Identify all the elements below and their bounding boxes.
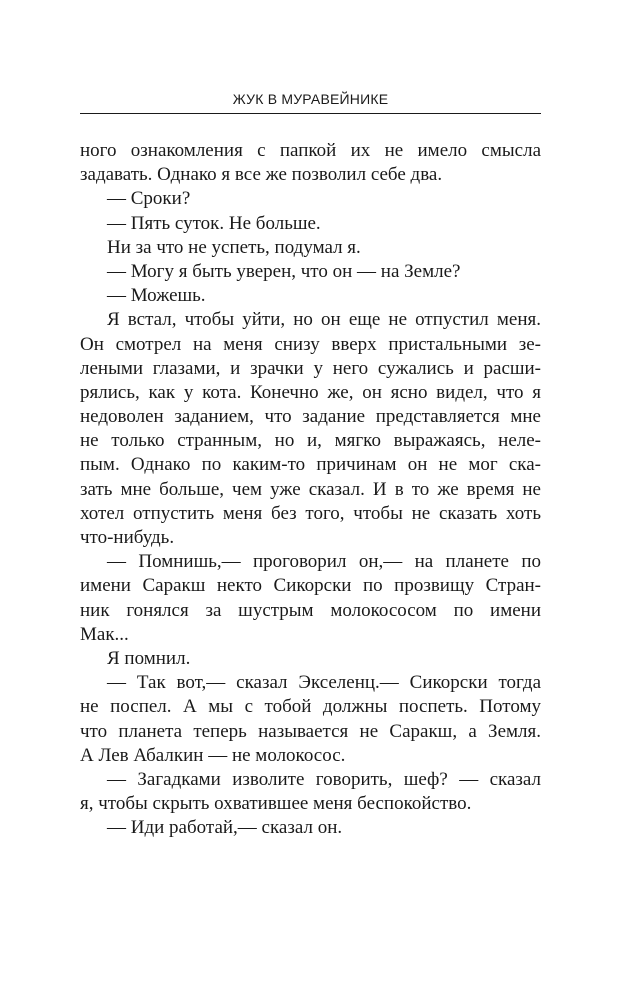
running-head: ЖУК В МУРАВЕЙНИКЕ	[232, 91, 389, 107]
text-line: Мак...	[80, 623, 129, 645]
text-line: не поспел. А мы с тобой должны поспеть. Потому	[80, 696, 541, 718]
text-line: — Помнишь,— проговорил он,— на планете по	[107, 551, 541, 573]
text-line: хотел отпустить меня без того, чтобы не сказать хоть	[80, 502, 541, 524]
text-line: ного ознакомления с папкой их не имело смысла	[80, 140, 541, 161]
text-line: Ни за что не успеть, подумал я.	[107, 236, 361, 258]
text-line: зать мне больше, чем уже сказал. И в то же время не	[80, 478, 541, 500]
text-line: что-нибудь.	[80, 527, 175, 548]
text-line: А Лев Абалкин — не молокосос.	[80, 744, 346, 766]
text-line: — Так вот,— сказал Экселенц.— Сикорски тогда	[107, 672, 541, 694]
text-line: имени Саракш некто Сикорски по прозвищу Стран-	[80, 575, 541, 597]
text-line: недоволен заданием, что задание представляется мне	[80, 406, 541, 428]
text-line: Я встал, чтобы уйти, но он еще не отпустил меня.	[107, 309, 541, 331]
text-line: не только странным, но и, мягко выражаясь, неле-	[80, 430, 541, 452]
text-line: — Сроки?	[107, 188, 191, 210]
text-line: — Иди работай,— сказал он.	[107, 817, 343, 839]
body-text	[80, 139, 541, 840]
text-line: — Пять суток. Не больше.	[107, 212, 321, 234]
text-line: — Загадками изволите говорить, шеф? — сказал	[107, 768, 541, 790]
text-line: я, чтобы скрыть охватившее меня беспокойство.	[80, 793, 472, 815]
text-line: — Могу я быть уверен, что он — на Земле?	[107, 260, 461, 282]
text-line: задавать. Однако я все же позволил себе два.	[80, 164, 443, 186]
text-line: рялись, как у кота. Конечно же, он ясно видел, что я	[80, 381, 541, 403]
header-rule	[80, 113, 541, 114]
text-line: ник гонялся за шустрым молокососом по имени	[80, 599, 541, 621]
text-line: что планета теперь называется не Саракш, а Земля.	[80, 720, 541, 742]
text-line: Я помнил.	[107, 647, 191, 669]
text-line: — Можешь.	[107, 285, 206, 307]
text-line: Он смотрел на меня снизу вверх пристальными зе-	[80, 333, 541, 355]
text-line: пым. Однако по каким-то причинам он не мог ска-	[80, 454, 541, 476]
text-line: леными глазами, и зрачки у него сужались и расши-	[80, 357, 541, 379]
